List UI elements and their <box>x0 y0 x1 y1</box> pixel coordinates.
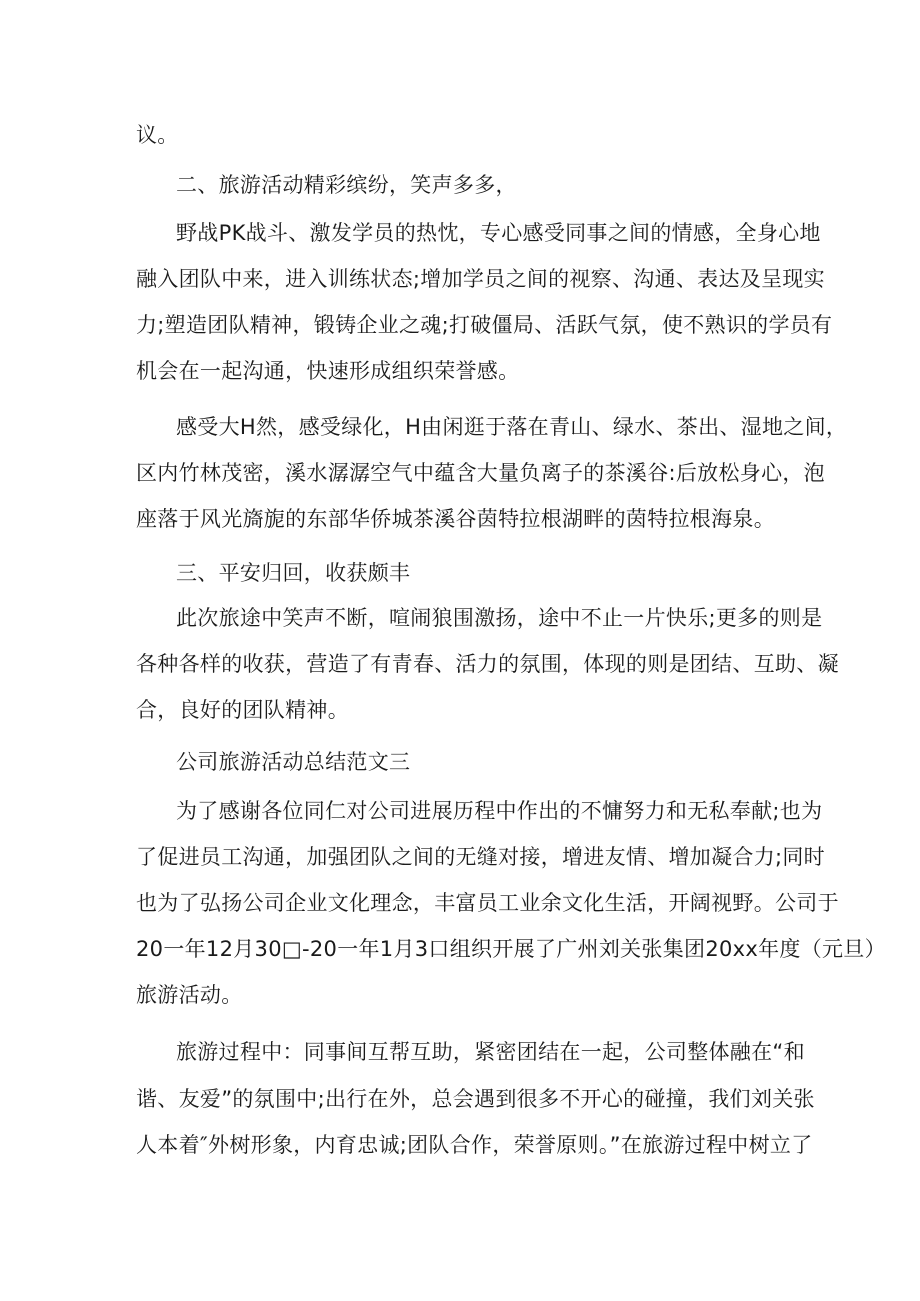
text-line: 了促进员工沟通，加强团队之间的无缝对接，增进友情、增加凝合力;同时 <box>136 845 825 869</box>
text-line: 议。 <box>136 123 179 147</box>
text-line: 融入团队中来，进入训练状态;增加学员之间的视察、沟通、表达及呈现实 <box>136 267 825 291</box>
section-heading: 三、平安归回，收获颇丰 <box>176 561 411 585</box>
text-line: 谐、友爱”的氛围中;出行在外，总会遇到很多不开心的碰撞，我们刘关张 <box>136 1087 815 1111</box>
text-line: 野战PK战斗、激发学员的热忱，专心感受同事之间的情感，全身心地 <box>176 221 821 245</box>
text-line: 旅游活动。 <box>136 983 243 1007</box>
text-line: 机会在一起沟通，快速形成组织荣誉感。 <box>136 359 520 383</box>
text-line: 为了感谢各位同仁对公司进展历程中作出的不慵努力和无私奉献;也为 <box>176 799 823 823</box>
section-heading: 公司旅游活动总结范文三 <box>176 750 411 774</box>
text-line: 感受大H然，感受绿化，H由闲逛于落在青山、绿水、茶出、湿地之间， <box>176 415 848 439</box>
text-line: 合，良好的团队精神。 <box>136 698 349 722</box>
text-line: 力;塑造团队精神，锻铸企业之魂;打破僵局、活跃气氛，使不熟识的学员有 <box>136 313 833 337</box>
text-line: 座落于风光旖旎的东部华侨城茶溪谷茵特拉根湖畔的茵特拉根海泉。 <box>136 507 775 531</box>
text-line: 旅游过程中：同事间互帮互助，紧密团结在一起，公司整体融在“和 <box>176 1040 805 1064</box>
text-line: 此次旅途中笑声不断，喧闹狼围激扬，途中不止一片快乐;更多的则是 <box>176 606 823 630</box>
section-heading: 二、旅游活动精彩缤纷，笑声多多， <box>176 173 517 197</box>
text-line: 区内竹林茂密，溪水潺潺空气中蕴含大量负离子的茶溪谷:后放松身心，泡 <box>136 461 825 485</box>
text-line: 20一年12月30□-20一年1月3口组织开展了广州刘关张集团20xx年度（元旦） <box>136 937 886 961</box>
text-line: 人本着″外树形象，内育忠诚;团队合作，荣誉原则。”在旅游过程中树立了 <box>136 1133 813 1157</box>
text-line: 也为了弘扬公司企业文化理念，丰富员工业余文化生活，开阔视野。公司于 <box>136 891 839 915</box>
text-line: 各种各样的收获，营造了有青春、活力的氛围，体现的则是团结、互助、凝 <box>136 652 839 676</box>
